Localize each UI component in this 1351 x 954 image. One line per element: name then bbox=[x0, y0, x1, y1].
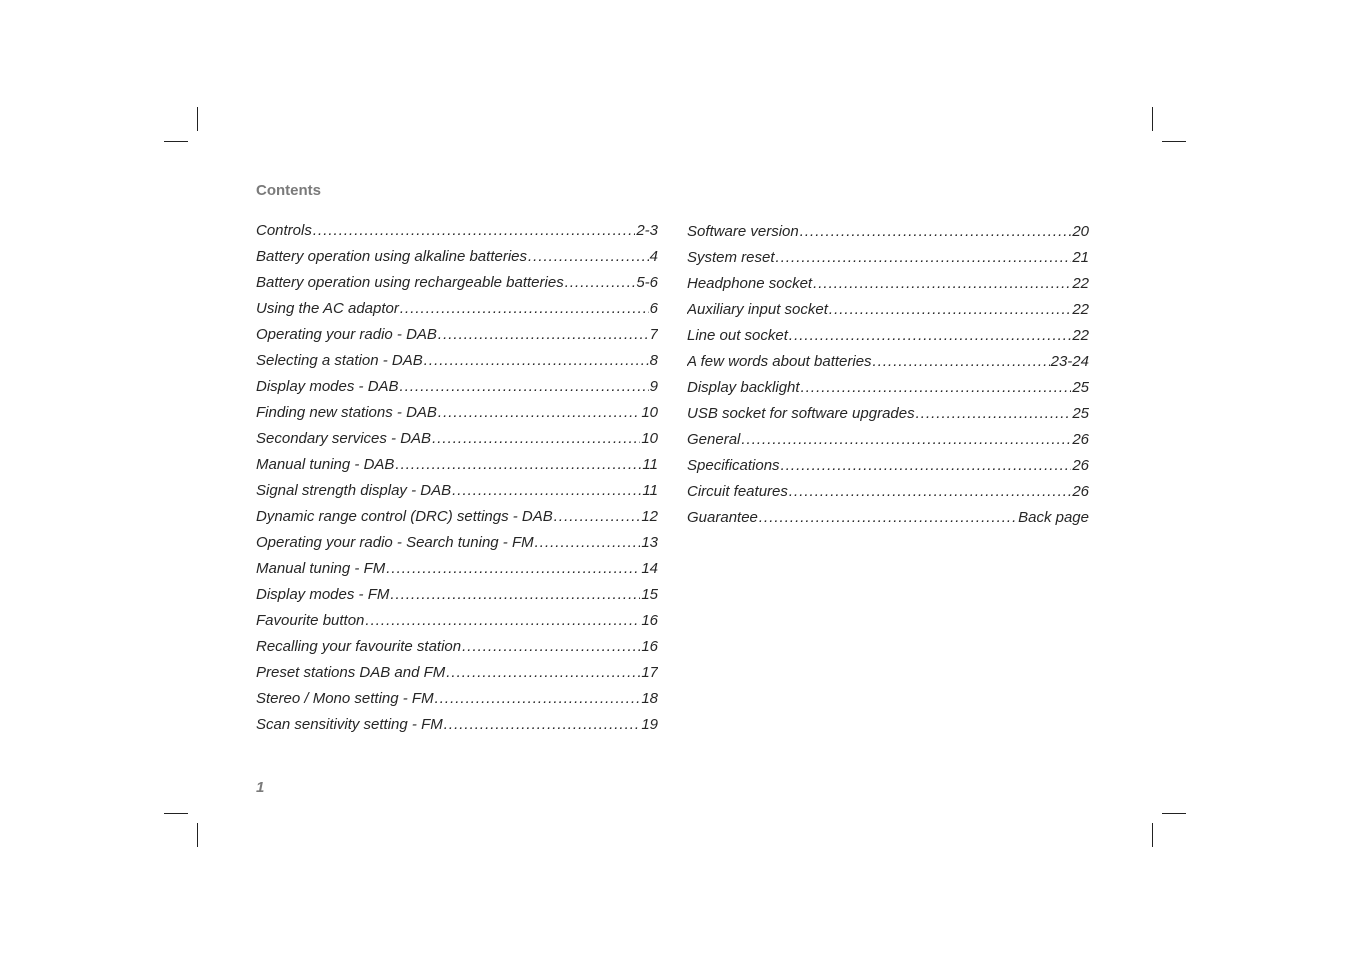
dot-leader bbox=[776, 247, 1072, 269]
dot-leader bbox=[435, 688, 641, 710]
dot-leader bbox=[452, 480, 641, 502]
toc-entry-page: 17 bbox=[641, 664, 658, 681]
toc-entry[interactable] bbox=[256, 454, 658, 480]
toc-entry[interactable] bbox=[687, 403, 1089, 429]
page-number: 1 bbox=[256, 779, 265, 796]
toc-entry[interactable] bbox=[256, 662, 658, 688]
toc-entry-page: 5-6 bbox=[636, 274, 658, 291]
dot-leader bbox=[390, 584, 640, 606]
toc-entry-title: A few words about batteries bbox=[687, 353, 872, 370]
toc-entry[interactable] bbox=[687, 325, 1089, 351]
toc-entry-title: Secondary services - DAB bbox=[256, 430, 432, 447]
toc-entry[interactable] bbox=[687, 455, 1089, 481]
toc-entry-title: Selecting a station - DAB bbox=[256, 352, 423, 369]
toc-entry-page: 13 bbox=[641, 534, 658, 551]
toc-entry-page: 19 bbox=[641, 716, 658, 733]
dot-leader bbox=[741, 429, 1071, 451]
toc-entry[interactable] bbox=[256, 558, 658, 584]
toc-entry[interactable] bbox=[256, 246, 658, 272]
toc-entry[interactable] bbox=[256, 220, 658, 246]
toc-entry-page: 26 bbox=[1072, 457, 1089, 474]
crop-mark bbox=[197, 107, 198, 131]
toc-entry[interactable] bbox=[256, 376, 658, 402]
dot-leader bbox=[444, 714, 641, 736]
toc-entry[interactable] bbox=[256, 610, 658, 636]
toc-entry[interactable] bbox=[256, 688, 658, 714]
toc-entry-title: Recalling your favourite station bbox=[256, 638, 462, 655]
toc-entry[interactable] bbox=[256, 532, 658, 558]
toc-entry-title: Display backlight bbox=[687, 379, 800, 396]
dot-leader bbox=[759, 507, 1017, 529]
toc-entry-page: 8 bbox=[649, 352, 658, 369]
toc-entry-page: 16 bbox=[641, 612, 658, 629]
crop-mark bbox=[1162, 813, 1186, 814]
dot-leader bbox=[395, 454, 641, 476]
toc-entry[interactable] bbox=[256, 480, 658, 506]
toc-entry[interactable] bbox=[256, 636, 658, 662]
page-title: Contents bbox=[256, 182, 321, 199]
toc-entry[interactable] bbox=[687, 377, 1089, 403]
toc-entry[interactable] bbox=[256, 298, 658, 324]
toc-entry-page: 15 bbox=[641, 586, 658, 603]
toc-entry[interactable] bbox=[256, 428, 658, 454]
toc-entry-title: General bbox=[687, 431, 741, 448]
toc-entry-title: Guarantee bbox=[687, 509, 758, 526]
dot-leader bbox=[528, 246, 649, 268]
toc-entry-title: Display modes - DAB bbox=[256, 378, 399, 395]
dot-leader bbox=[789, 325, 1071, 347]
toc-entry[interactable] bbox=[687, 429, 1089, 455]
toc-entry-title: Auxiliary input socket bbox=[687, 301, 828, 318]
dot-leader bbox=[462, 636, 640, 658]
toc-entry-title: Scan sensitivity setting - FM bbox=[256, 716, 443, 733]
toc-entry-page: 9 bbox=[649, 378, 658, 395]
dot-leader bbox=[438, 324, 649, 346]
toc-entry[interactable] bbox=[687, 481, 1089, 507]
toc-entry[interactable] bbox=[687, 221, 1089, 247]
toc-entry-page: 7 bbox=[649, 326, 658, 343]
toc-entry-page: 25 bbox=[1072, 379, 1089, 396]
toc-entry-page: 26 bbox=[1072, 483, 1089, 500]
toc-entry-page: 11 bbox=[642, 456, 658, 473]
dot-leader bbox=[365, 610, 640, 632]
toc-entry-title: Software version bbox=[687, 223, 799, 240]
toc-entry-title: Operating your radio - DAB bbox=[256, 326, 437, 343]
dot-leader bbox=[535, 532, 641, 554]
toc-entry[interactable] bbox=[687, 247, 1089, 273]
toc-entry-page: 12 bbox=[641, 508, 658, 525]
toc-entry-title: USB socket for software upgrades bbox=[687, 405, 915, 422]
toc-entry-title: Specifications bbox=[687, 457, 780, 474]
toc-entry-title: Favourite button bbox=[256, 612, 365, 629]
dot-leader bbox=[424, 350, 649, 372]
toc-entry-title: Finding new stations - DAB bbox=[256, 404, 437, 421]
dot-leader bbox=[554, 506, 641, 528]
toc-entry-page: 6 bbox=[649, 300, 658, 317]
toc-entry[interactable] bbox=[687, 273, 1089, 299]
dot-leader bbox=[386, 558, 640, 580]
dot-leader bbox=[829, 299, 1071, 321]
dot-leader bbox=[432, 428, 640, 450]
toc-entry[interactable] bbox=[687, 351, 1089, 377]
dot-leader bbox=[801, 377, 1072, 399]
toc-entry-title: Line out socket bbox=[687, 327, 788, 344]
dot-leader bbox=[400, 376, 649, 398]
toc-entry-title: Battery operation using alkaline batteries bbox=[256, 248, 527, 265]
toc-entry-title: Stereo / Mono setting - FM bbox=[256, 690, 434, 707]
toc-entry-page: 22 bbox=[1072, 275, 1089, 292]
dot-leader bbox=[313, 220, 635, 242]
crop-mark bbox=[1152, 823, 1153, 847]
toc-entry-page: Back page bbox=[1018, 509, 1089, 526]
dot-leader bbox=[438, 402, 640, 424]
toc-entry[interactable] bbox=[256, 402, 658, 428]
toc-entry-title: Battery operation using rechargeable batteries bbox=[256, 274, 564, 291]
crop-mark bbox=[1152, 107, 1153, 131]
toc-entry-page: 4 bbox=[649, 248, 658, 265]
toc-entry-page: 2-3 bbox=[636, 222, 658, 239]
dot-leader bbox=[565, 272, 636, 294]
dot-leader bbox=[446, 662, 640, 684]
toc-entry[interactable] bbox=[256, 506, 658, 532]
crop-mark bbox=[164, 141, 188, 142]
toc-entry-page: 25 bbox=[1072, 405, 1089, 422]
toc-entry-page: 23-24 bbox=[1050, 353, 1089, 370]
crop-mark bbox=[164, 813, 188, 814]
toc-entry-title: Controls bbox=[256, 222, 312, 239]
dot-leader bbox=[916, 403, 1072, 425]
toc-entry-title: Operating your radio - Search tuning - FM bbox=[256, 534, 534, 551]
crop-mark bbox=[1162, 141, 1186, 142]
toc-entry-title: System reset bbox=[687, 249, 775, 266]
toc-entry-title: Signal strength display - DAB bbox=[256, 482, 452, 499]
toc-entry-title: Dynamic range control (DRC) settings - DAB bbox=[256, 508, 553, 525]
toc-entry-page: 26 bbox=[1072, 431, 1089, 448]
toc-entry[interactable] bbox=[256, 324, 658, 350]
toc-entry-page: 11 bbox=[642, 482, 658, 499]
toc-entry[interactable] bbox=[256, 714, 658, 740]
toc-entry[interactable] bbox=[256, 350, 658, 376]
toc-entry-page: 21 bbox=[1072, 249, 1089, 266]
dot-leader bbox=[400, 298, 649, 320]
toc-column-left bbox=[256, 220, 658, 740]
toc-entry-page: 16 bbox=[641, 638, 658, 655]
toc-entry[interactable] bbox=[256, 272, 658, 298]
dot-leader bbox=[813, 273, 1071, 295]
toc-entry-title: Preset stations DAB and FM bbox=[256, 664, 446, 681]
toc-entry-title: Manual tuning - FM bbox=[256, 560, 386, 577]
toc-entry-page: 14 bbox=[641, 560, 658, 577]
toc-column-right bbox=[687, 221, 1089, 533]
crop-mark bbox=[197, 823, 198, 847]
toc-entry-page: 10 bbox=[641, 430, 658, 447]
dot-leader bbox=[800, 221, 1072, 243]
toc-entry[interactable] bbox=[687, 299, 1089, 325]
toc-entry-page: 18 bbox=[641, 690, 658, 707]
toc-entry-title: Display modes - FM bbox=[256, 586, 390, 603]
toc-entry[interactable] bbox=[687, 507, 1089, 533]
toc-entry-title: Circuit features bbox=[687, 483, 788, 500]
dot-leader bbox=[789, 481, 1071, 503]
toc-entry-title: Headphone socket bbox=[687, 275, 813, 292]
toc-entry-page: 22 bbox=[1072, 301, 1089, 318]
toc-entry-page: 20 bbox=[1072, 223, 1089, 240]
toc-entry-title: Manual tuning - DAB bbox=[256, 456, 395, 473]
dot-leader bbox=[873, 351, 1050, 373]
toc-entry-page: 22 bbox=[1072, 327, 1089, 344]
toc-entry[interactable] bbox=[256, 584, 658, 610]
toc-entry-title: Using the AC adaptor bbox=[256, 300, 399, 317]
dot-leader bbox=[781, 455, 1072, 477]
toc-entry-page: 10 bbox=[641, 404, 658, 421]
